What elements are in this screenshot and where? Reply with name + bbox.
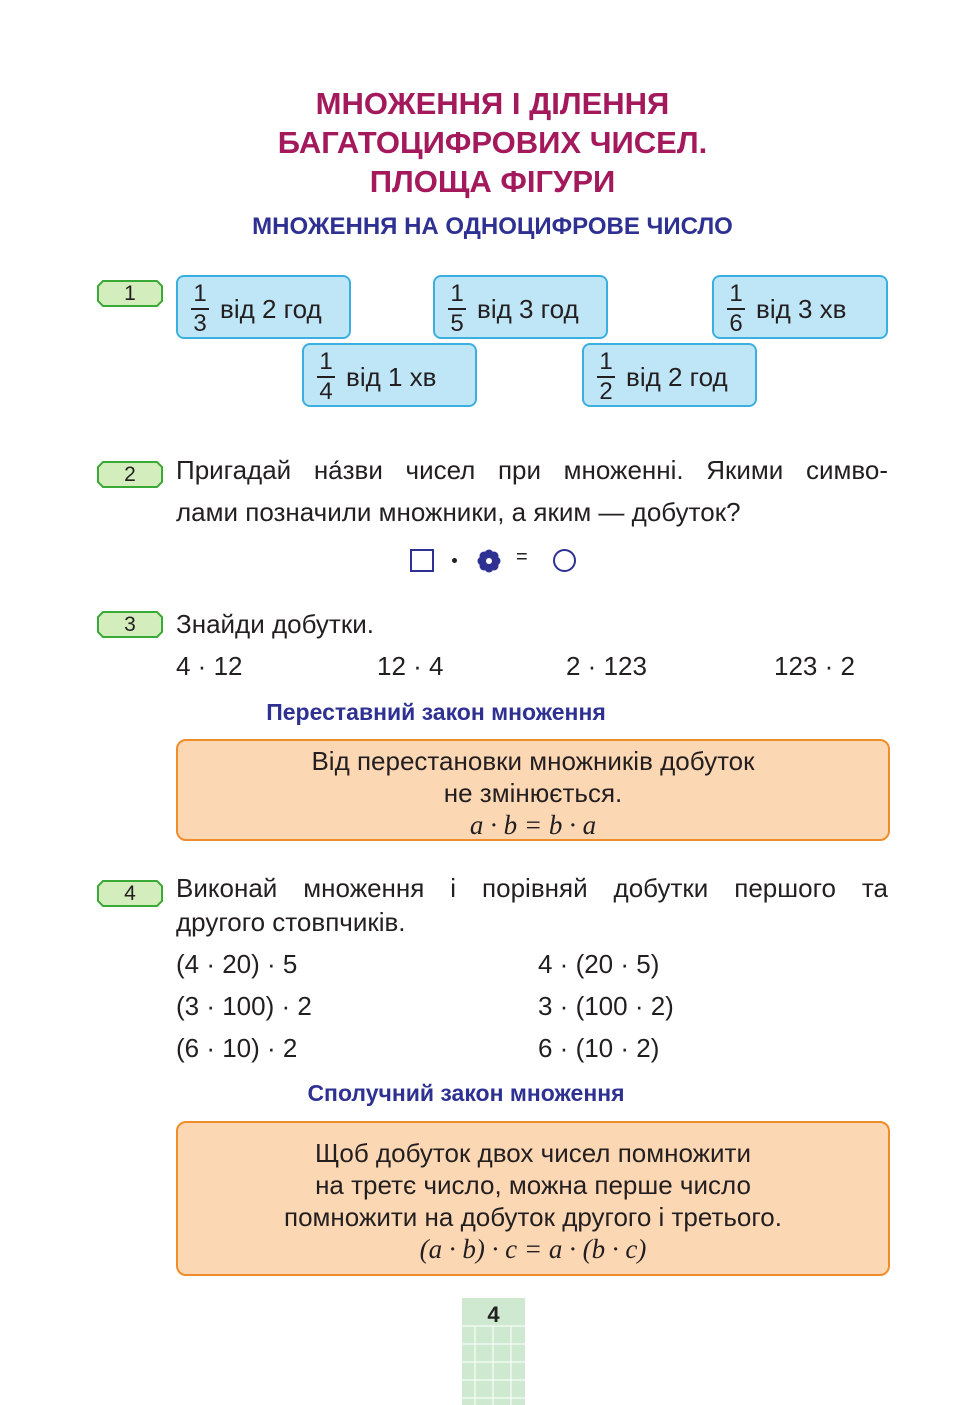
rule-formula: (a · b) · c = a · (b · c) xyxy=(419,1234,647,1264)
multiply-dot-icon xyxy=(452,558,457,563)
square-symbol-icon xyxy=(410,549,434,572)
equals-sign: = xyxy=(516,546,528,568)
page-title-line-1: МНОЖЕННЯ І ДІЛЕННЯ xyxy=(315,86,670,121)
fraction: 1 3 xyxy=(189,281,211,337)
section-subtitle: МНОЖЕННЯ НА ОДНОЦИФРОВЕ ЧИСЛО xyxy=(252,213,733,240)
expression: 2 · 123 xyxy=(566,651,647,681)
fraction-card xyxy=(582,343,757,407)
fraction-card-text: від 2 год xyxy=(626,362,728,392)
rule-heading: Переставний закон множення xyxy=(266,699,606,725)
expression-right: 4 · (20 · 5) xyxy=(538,949,660,979)
page-title-line-3: ПЛОЩА ФІГУРИ xyxy=(369,164,616,199)
task-number: 3 xyxy=(124,613,136,636)
task-number: 1 xyxy=(124,282,136,305)
expression-right: 6 · (10 · 2) xyxy=(538,1033,660,1063)
expression-left: (4 · 20) · 5 xyxy=(176,949,298,979)
expression: 12 · 4 xyxy=(377,651,444,681)
expression-right: 3 · (100 · 2) xyxy=(538,991,674,1021)
fraction: 1 2 xyxy=(595,349,617,405)
task-text-line: лами позначили множники, а яким — добуток? xyxy=(176,497,741,527)
expression: 4 · 12 xyxy=(176,651,243,681)
rule-text-line: помножити на добуток другого і третього. xyxy=(284,1202,782,1232)
rule-text-line: Щоб добуток двох чисел помножити xyxy=(314,1138,751,1168)
fraction-card xyxy=(712,275,888,339)
fraction-card-text: від 3 год xyxy=(477,294,579,324)
task-number: 4 xyxy=(124,882,136,905)
expression-left: (3 · 100) · 2 xyxy=(176,991,312,1021)
fraction-card-text: від 1 хв xyxy=(346,362,437,392)
task-number-badge xyxy=(97,611,163,638)
page-title-line-2: БАГАТОЦИФРОВИХ ЧИСЕЛ. xyxy=(277,125,708,160)
task-number-badge xyxy=(97,880,163,907)
task-text-line: Пригадай на́зви чисел при множенні. Якими симво- xyxy=(176,455,888,485)
page-number-tab xyxy=(462,1298,525,1405)
fraction: 1 5 xyxy=(446,281,468,337)
fraction-card-text: від 3 хв xyxy=(756,294,847,324)
task-number-badge xyxy=(97,280,163,307)
task-text: Знайди добутки. xyxy=(176,609,374,639)
rule-heading: Сполучний закон множення xyxy=(307,1080,625,1106)
rule-text-line: на третє число, можна перше число xyxy=(315,1170,751,1200)
page-number: 4 xyxy=(487,1302,500,1327)
task-number-badge xyxy=(97,461,163,488)
rule-box xyxy=(176,739,890,841)
rule-text-line: Від перестановки множників добуток xyxy=(311,746,755,776)
flower-symbol-icon xyxy=(477,549,501,573)
fraction: 1 6 xyxy=(725,281,747,337)
expression: 123 · 2 xyxy=(774,651,855,681)
task-number: 2 xyxy=(124,463,136,486)
fraction-card xyxy=(433,275,608,339)
fraction-card xyxy=(302,343,477,407)
task-text-line: другого стовпчиків. xyxy=(176,907,406,937)
rule-text-line: не змінюється. xyxy=(443,778,623,808)
fraction: 1 4 xyxy=(315,349,337,405)
fraction-card xyxy=(176,275,351,339)
rule-formula: a · b = b · a xyxy=(469,810,597,840)
circle-symbol-icon xyxy=(553,549,576,572)
fraction-card-text: від 2 год xyxy=(220,294,322,324)
expression-left: (6 · 10) · 2 xyxy=(176,1033,298,1063)
rule-box xyxy=(176,1121,890,1276)
task-text-line: Виконай множення і порівняй добутки першого та xyxy=(176,873,888,903)
